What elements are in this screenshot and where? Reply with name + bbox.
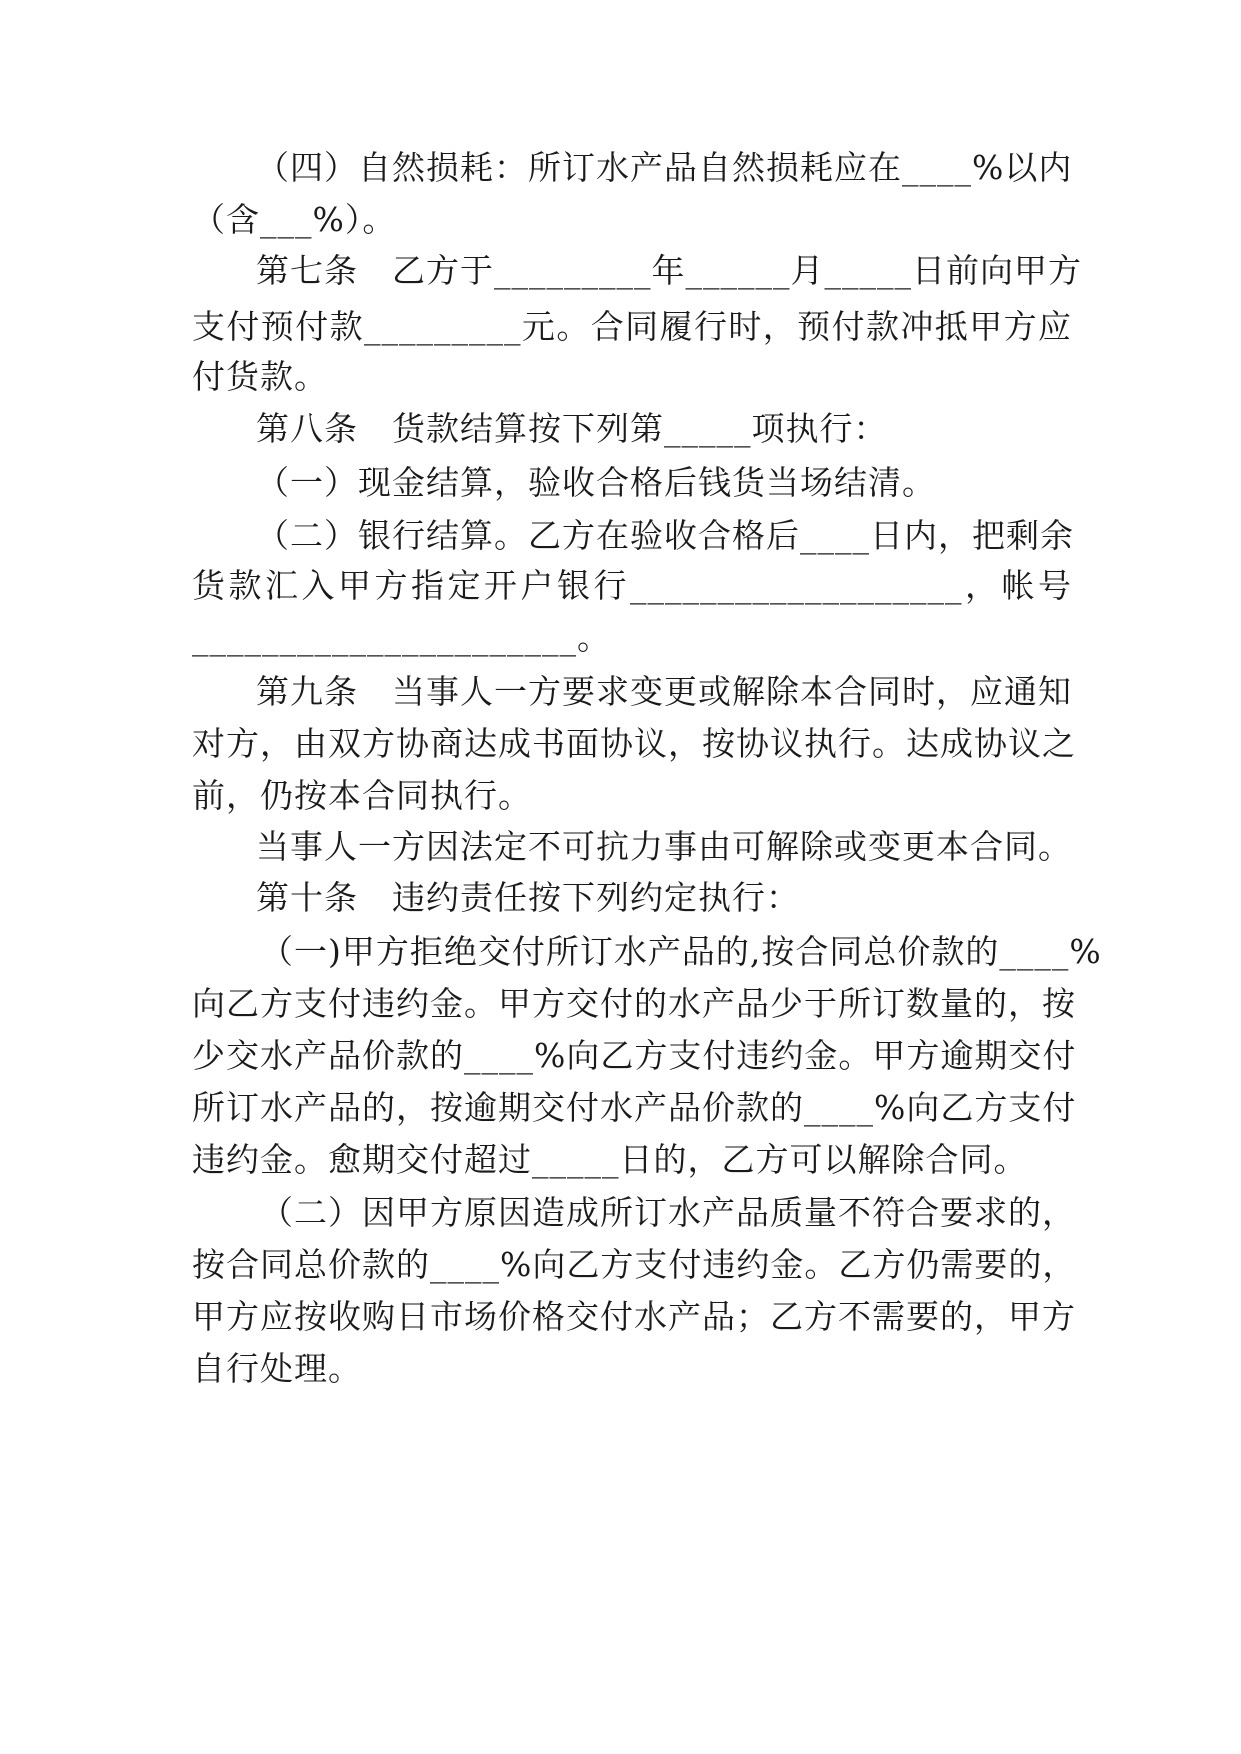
article-10-item-1-line-3: 少交水产品价款的____%向乙方支付违约金。甲方逾期交付 (192, 1036, 1077, 1075)
article-9-line-2: 对方，由双方协商达成书面协议，按协议执行。达成协议之 (192, 724, 1076, 763)
article-9-line-1: 第九条 当事人一方要求变更或解除本合同时，应通知 (256, 672, 1072, 711)
article-9-line-3: 前，仍按本合同执行。 (192, 776, 532, 815)
article-7-line-1: 第七条 乙方于_________年______月_____日前向甲方 (256, 251, 1082, 290)
article-10-item-1-line-4: 所订水产品的，按逾期交付水产品价款的____%向乙方支付 (192, 1088, 1077, 1127)
article-10-heading: 第十条 违约责任按下列约定执行： (256, 878, 800, 917)
article-10-item-2-line-4: 自行处理。 (192, 1349, 362, 1388)
article-8-item-2-line-2: 货款汇入甲方指定开户银行___________________，帐号 (192, 566, 1072, 605)
article-10-item-1-line-1: （一)甲方拒绝交付所订水产品的,按合同总价款的____% (260, 932, 1102, 971)
article-10-item-1-line-5: 违约金。愈期交付超过_____日的，乙方可以解除合同。 (192, 1140, 1028, 1179)
article-8-item-2-line-1: （二）银行结算。乙方在验收合格后____日内，把剩余 (256, 516, 1074, 555)
article-10-item-2-line-3: 甲方应按收购日市场价格交付水产品；乙方不需要的，甲方 (192, 1297, 1076, 1336)
article-8-item-1: （一）现金结算，验收合格后钱货当场结清。 (256, 463, 936, 502)
article-10-item-1-line-2: 向乙方支付违约金。甲方交付的水产品少于所订数量的，按 (192, 984, 1076, 1023)
paragraph-natural-loss-line-1: （四）自然损耗：所订水产品自然损耗应在____%以内 (256, 148, 1073, 187)
article-7-line-2: 支付预付款_________元。合同履行时，预付款冲抵甲方应 (192, 307, 1072, 346)
article-8-item-2-line-3: ______________________。 (192, 618, 611, 657)
article-9-force-majeure: 当事人一方因法定不可抗力事由可解除或变更本合同。 (256, 827, 1072, 866)
paragraph-natural-loss-line-2: （含___%）。 (192, 200, 397, 239)
article-10-item-2-line-1: （二）因甲方原因造成所订水产品质量不符合要求的， (260, 1193, 1076, 1232)
article-10-item-2-line-2: 按合同总价款的____%向乙方支付违约金。乙方仍需要的， (192, 1245, 1077, 1284)
article-8-heading: 第八条 货款结算按下列第_____项执行： (256, 409, 888, 448)
article-7-line-3: 付货款。 (192, 357, 328, 396)
